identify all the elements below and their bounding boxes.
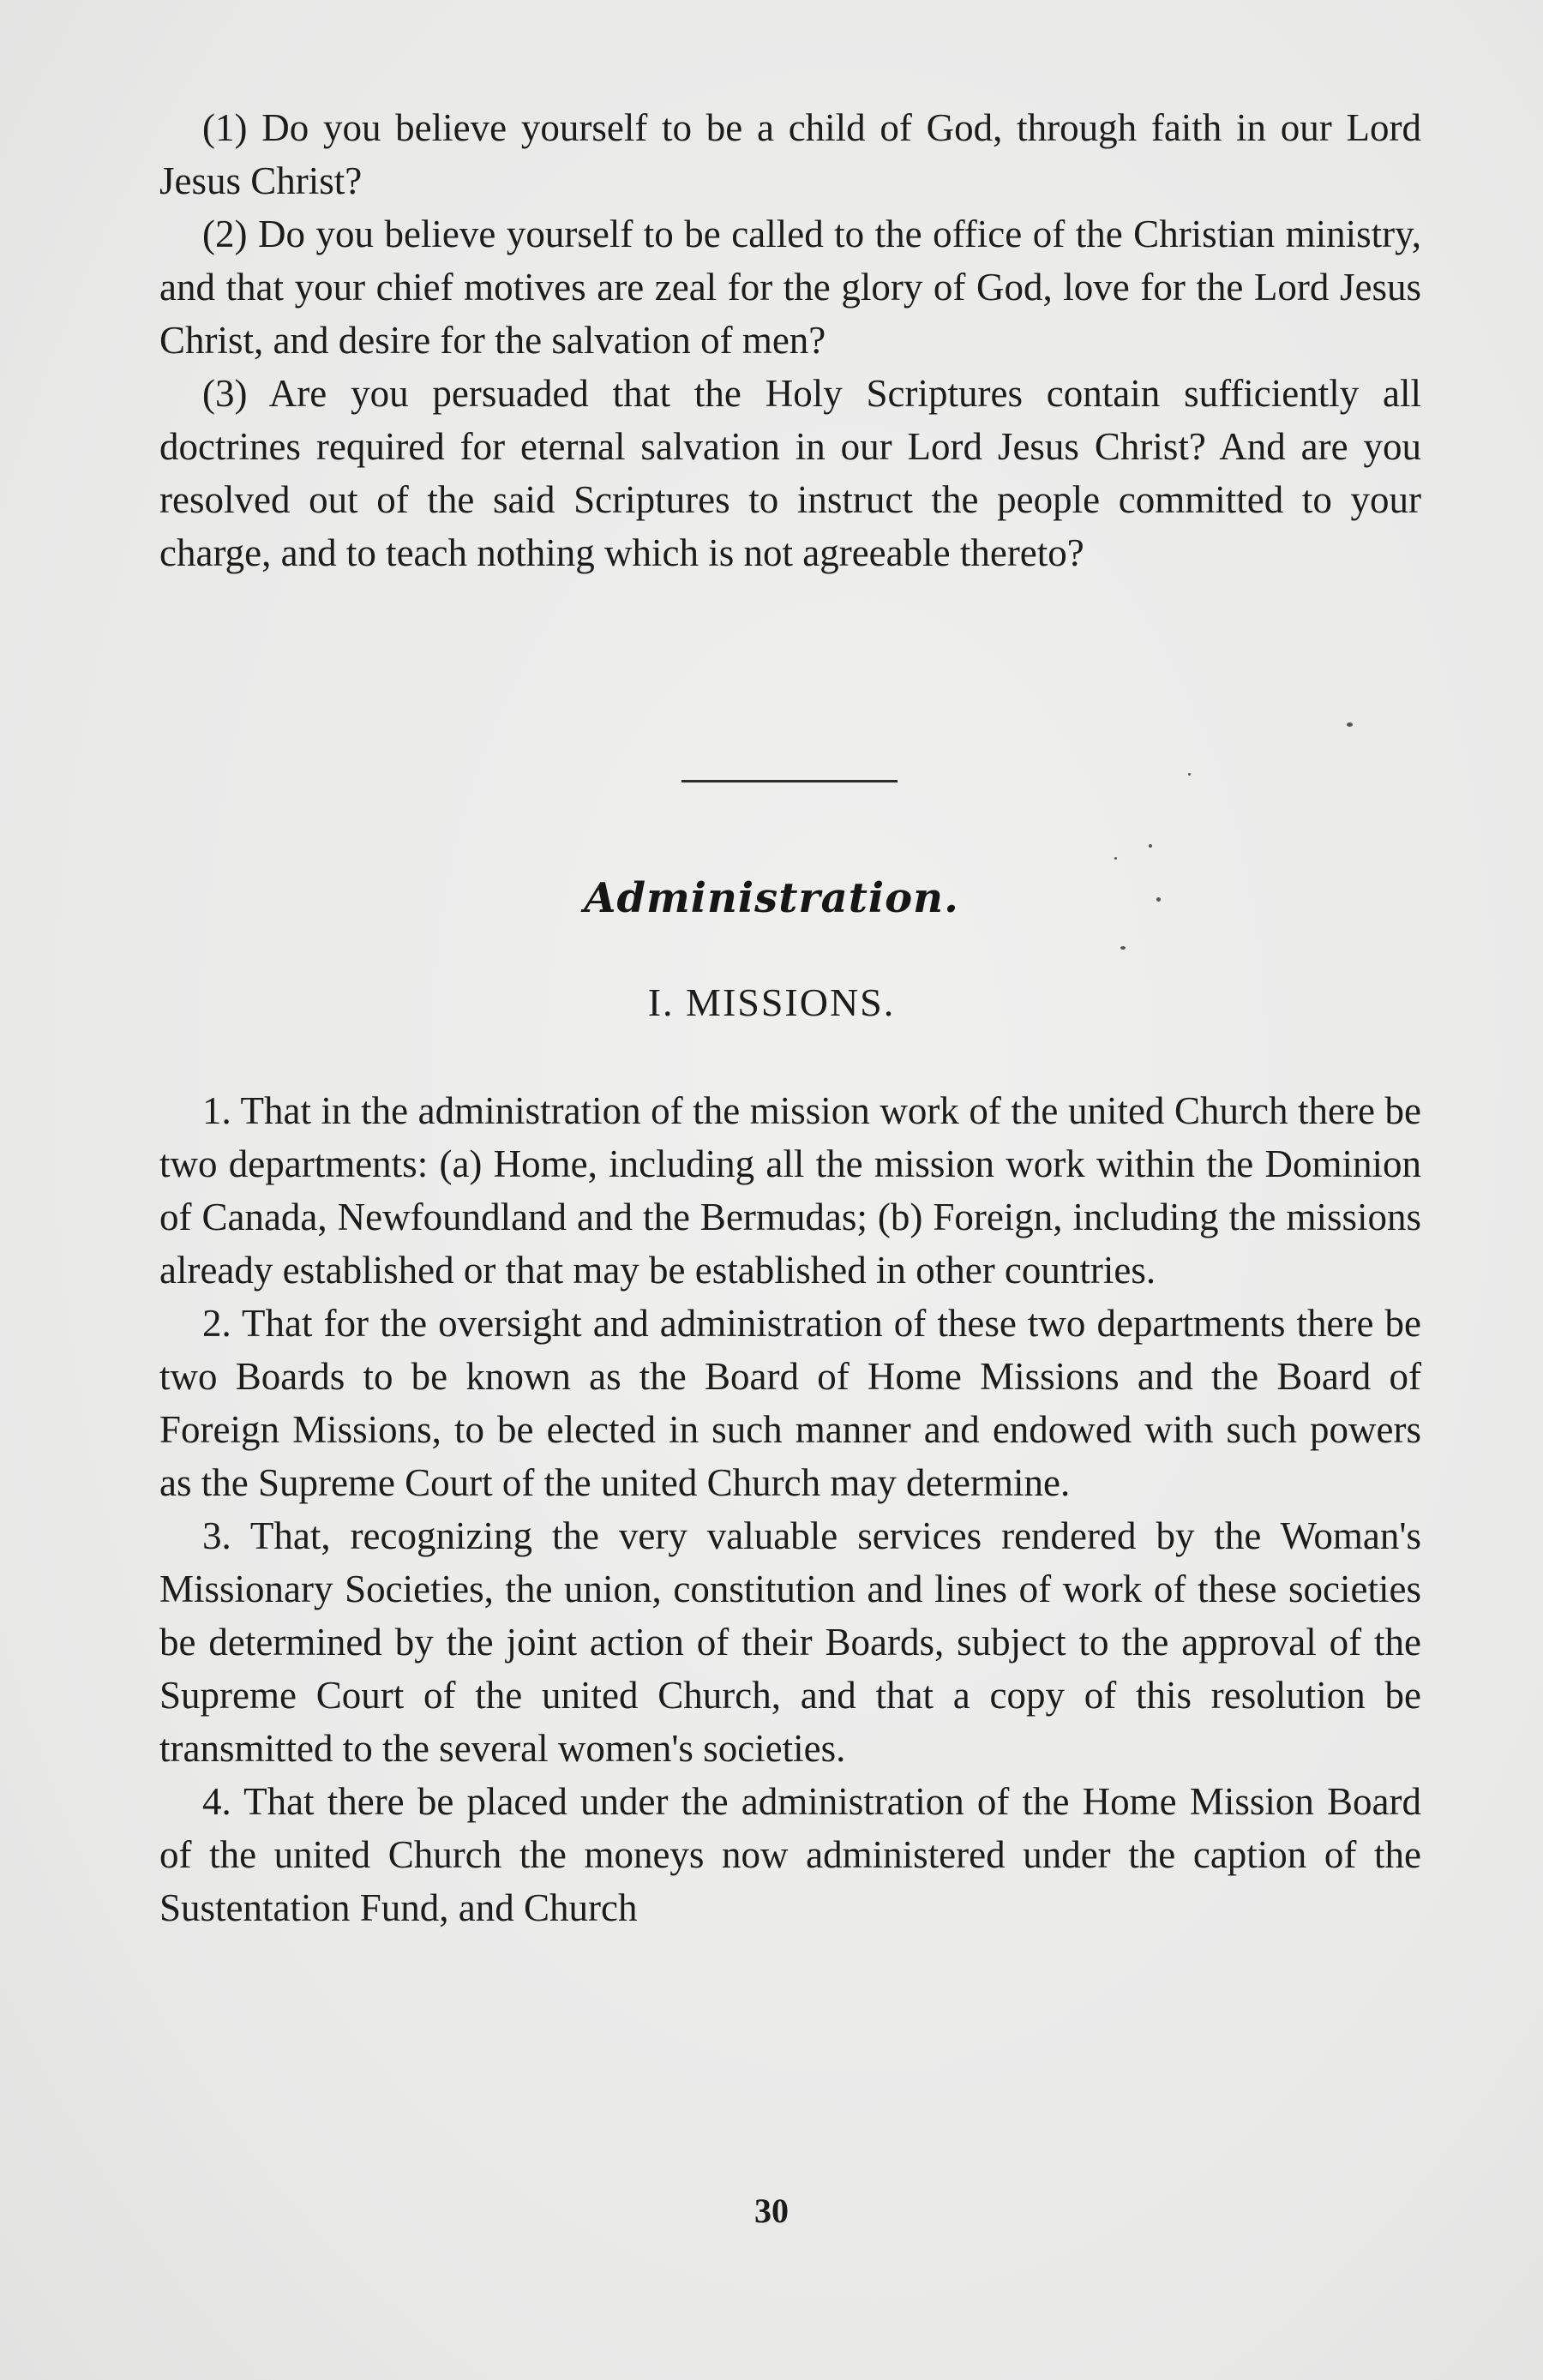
print-speck	[1120, 946, 1126, 950]
resolution-paragraph: 3. That, recognizing the very valuable services rendered by the Woman's Missionary Societies, the union, constitution and lines of work of these societies be determined by the joint action of their Boards, subject to the approval of the Supreme Court of the united Church, and that a copy of this resolution be transmitted to the several women's societies.	[159, 1514, 1421, 1770]
print-speck	[1149, 844, 1152, 848]
ordination-questions	[159, 101, 1421, 579]
section-heading: Administration.	[584, 874, 959, 922]
question-paragraph: (2) Do you believe yourself to be called to the office of the Christian ministry, and that your chief motives are zeal for the glory of God, love for the Lord Jesus Christ, and desire for the salvation of men?	[159, 213, 1421, 362]
print-speck	[1156, 897, 1161, 902]
resolution-paragraph: 4. That there be placed under the administration of the Home Mission Board of the united Church the moneys now administered under the caption of the Sustentation Fund, and Church	[159, 1780, 1421, 1929]
page-number: 30	[754, 2191, 789, 2230]
print-speck	[1188, 773, 1191, 776]
question-paragraph: (1) Do you believe yourself to be a child of God, through faith in our Lord Jesus Christ?	[159, 106, 1421, 202]
section-divider	[681, 780, 898, 782]
subsection-heading: I. MISSIONS.	[647, 980, 896, 1024]
resolution-paragraph: 2. That for the oversight and administration of these two departments there be two Boards to be known as the Board of Home Missions and the Board of Foreign Missions, to be elected in such manner and endowed with such powers as the Supreme Court of the united Church may determine.	[159, 1302, 1421, 1504]
missions-resolutions	[159, 1084, 1421, 1934]
question-paragraph: (3) Are you persuaded that the Holy Scriptures contain sufficiently all doctrines required for eternal salvation in our Lord Jesus Christ? And are you resolved out of the said Scriptures to instruct the people committed to your charge, and to teach nothing which is not agreeable thereto?	[159, 372, 1421, 574]
resolution-paragraph: 1. That in the administration of the mission work of the united Church there be two departments: (a) Home, including all the mission work within the Dominion of Canada, Newfoundland and the Bermudas; (b) Foreign, including the missions already established or that may be established in other countries.	[159, 1089, 1421, 1292]
print-speck	[1114, 857, 1117, 860]
print-speck	[1347, 722, 1353, 727]
